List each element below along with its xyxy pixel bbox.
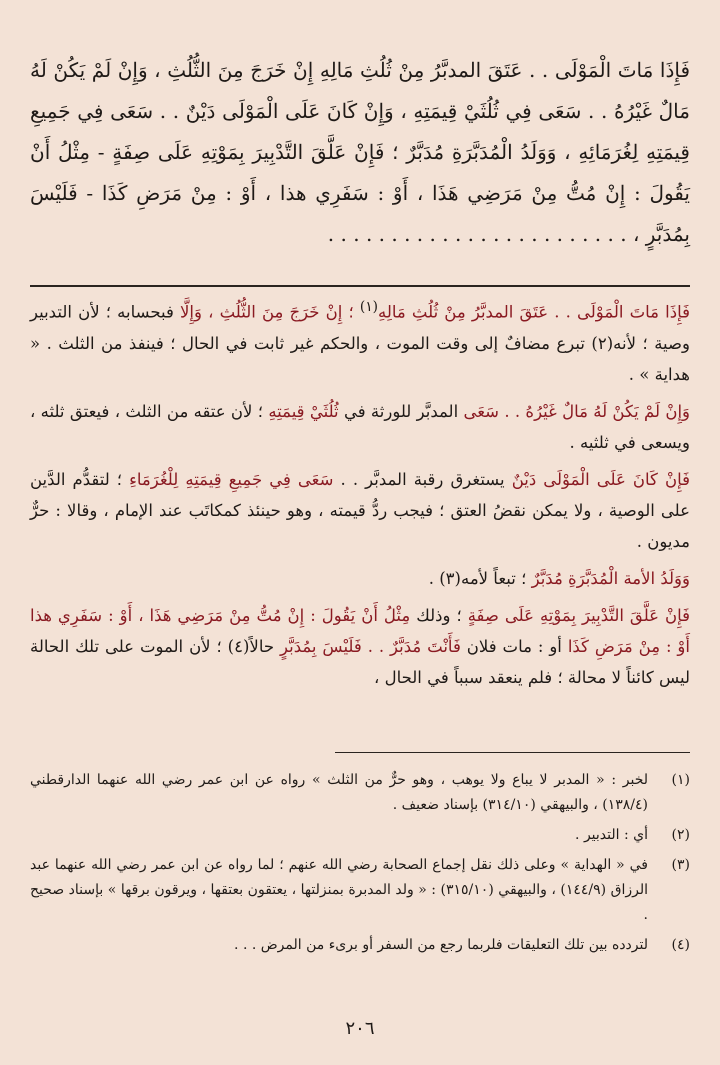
matn-quote: فَأَنْتَ مُدَبَّرٌ . . فَلَيْسَ بِمُدَبَّرٍ xyxy=(280,636,461,656)
footnote-text: لخبر : « المدبر لا يباع ولا يوهب ، وهو حرٌّ من الثلث » رواه عن ابن عمر رضي الله عنهما الدارقطني (١٣٨/٤) ، والبيهقي (٣١٤/١٠) بإسناد ضعيف . xyxy=(30,772,648,813)
commentary-paragraph-5 xyxy=(30,600,690,693)
footnote xyxy=(30,933,690,958)
matn-quote: فَإِذَا مَاتَ الْمَوْلَى . . عَتَقَ المدبَّرُ مِنْ ثُلُثِ مَالِهِ xyxy=(378,302,691,322)
footnote-text: أي : التدبير . xyxy=(575,827,648,843)
commentary-text: المدبَّر للورثة في xyxy=(343,401,459,421)
matn-quote: مِثْلُ أَنْ يَقُولَ : إِنْ مُتُّ مِنْ مَرَضِي هَذَا ، أَوْ : سَفَرِي هذا أَوْ : مِنْ مَرَضِ كَذَا xyxy=(30,605,690,656)
matn-quote: سَعَى فِي جَمِيعِ قِيمَتِهِ لِلْغُرَمَاءِ xyxy=(129,469,334,489)
matn-quote: فَإِنْ عَلَّقَ التَّدْبِيرَ بِمَوْتِهِ عَلَى صِفَةٍ xyxy=(467,605,691,625)
footnote xyxy=(30,853,690,928)
commentary-text: فبحسابه ؛ لأن التدبير وصية ؛ لأنه(٢) تبرع مضافٌ إلى وقت الموت ، والحكم غير ثابت في الحال ؛ فينفذ من الثلث . « هداية » . xyxy=(30,302,690,384)
matn-quote: ثُلُثَيْ قِيمَتِهِ xyxy=(268,401,339,421)
commentary-text: ؛ لتقدُّم الدَّين على الوصية ، ولا يمكن نقضُ العتق ؛ فيجب ردُّ قيمته ، وهو حينئذ كمكاتَب عند الإمام ، وقالا : حرٌّ مديون . xyxy=(30,469,690,551)
commentary-text: يستغرق رقبة المدبَّر . . xyxy=(340,469,505,489)
page-number: ٢٠٦ xyxy=(345,1018,375,1039)
matn-quote: وَوَلَدُ الأمة الْمُدَبَّرَةِ مُدَبَّرٌ xyxy=(531,568,690,588)
footnote-divider xyxy=(335,752,690,753)
section-divider xyxy=(30,285,690,287)
footnote xyxy=(30,823,690,848)
commentary-text: أو : مات فلان xyxy=(466,636,562,656)
commentary-paragraph-3 xyxy=(30,464,690,557)
commentary-text: حالاً(٤) ؛ لأن الموت على تلك الحالة ليس كائناً لا محالة ؛ فلم ينعقد سبباً في الحال ، xyxy=(30,636,690,687)
commentary xyxy=(30,292,690,699)
commentary-paragraph-1 xyxy=(30,292,690,390)
footnote-number: (١) xyxy=(671,772,690,788)
matn-quote: ؛ إِنْ خَرَجَ مِنَ الثُّلُثِ ، وَإِلَّا xyxy=(180,302,354,322)
commentary-text: ؛ تبعاً لأمه(٣) . xyxy=(428,568,527,588)
footnote xyxy=(30,768,690,818)
footnote-number: (٢) xyxy=(671,827,690,843)
footnote-text: في « الهداية » وعلى ذلك نقل إجماع الصحابة رضي الله عنهم ؛ لما رواه عن ابن عمر رضي الله عنهما عبد الرزاق (١٤٤/٩) ، والبيهقي (٣١٥/١٠) : « ولد المدبرة بمنزلتها ، يعتقون بعتقها ، ويرقون برقها » بإسناد صحيح . xyxy=(30,857,648,923)
matn-quote: فَإِنْ كَانَ عَلَى الْمَوْلَى دَيْنٌ xyxy=(511,469,691,489)
footnote-ref: (١) xyxy=(359,299,379,315)
matn-quote: وَإِنْ لَمْ يَكُنْ لَهُ مَالٌ غَيْرُهُ . . سَعَى xyxy=(463,401,690,421)
commentary-text: ؛ وذلك xyxy=(416,605,462,625)
footnote-text: لتردده بين تلك التعليقات فلربما رجع من السفر أو برىء من المرض . . . xyxy=(234,937,648,953)
footnote-number: (٣) xyxy=(671,857,690,873)
footnote-number: (٤) xyxy=(671,937,690,953)
commentary-paragraph-4 xyxy=(30,563,690,594)
commentary-paragraph-2 xyxy=(30,396,690,458)
commentary-text: ؛ لأن عتقه من الثلث ، فيعتق ثلثه ، ويسعى في ثلثيه . xyxy=(30,401,690,452)
footnotes xyxy=(30,768,690,963)
main-text: فَإِذَا مَاتَ الْمَوْلَى . . عَتَقَ المدبَّرُ مِنْ ثُلُثِ مَالِهِ إِنْ خَرَجَ مِنَ الثُّلُثِ ، وَإِنْ لَمْ يَكُنْ لَهُ مَالٌ غَيْرُهُ . . سَعَى فِي ثُلُثَيْ قِيمَتِهِ ، وَإِنْ كَانَ عَلَى الْمَوْلَى دَيْنٌ . . سَعَى فِي جَمِيعِ قِيمَتِهِ لِغُرَمَائِهِ ، وَوَلَدُ الْمُدَبَّرَةِ مُدَبَّرٌ ؛ فَإِنْ عَلَّقَ التَّدْبِيرَ بِمَوْتِهِ عَلَى صِفَةٍ - مِثْلُ أَنْ يَقُولَ : إِنْ مُتُّ مِنْ مَرَضِي هَذَا ، أَوْ : سَفَرِي هذا ، أَوْ : مِنْ مَرَضِ كَذَا - فَلَيْسَ بِمُدَبَّرٍ ، . . . . . . . . . . . . . . . . . . . . . . . . xyxy=(30,58,690,246)
